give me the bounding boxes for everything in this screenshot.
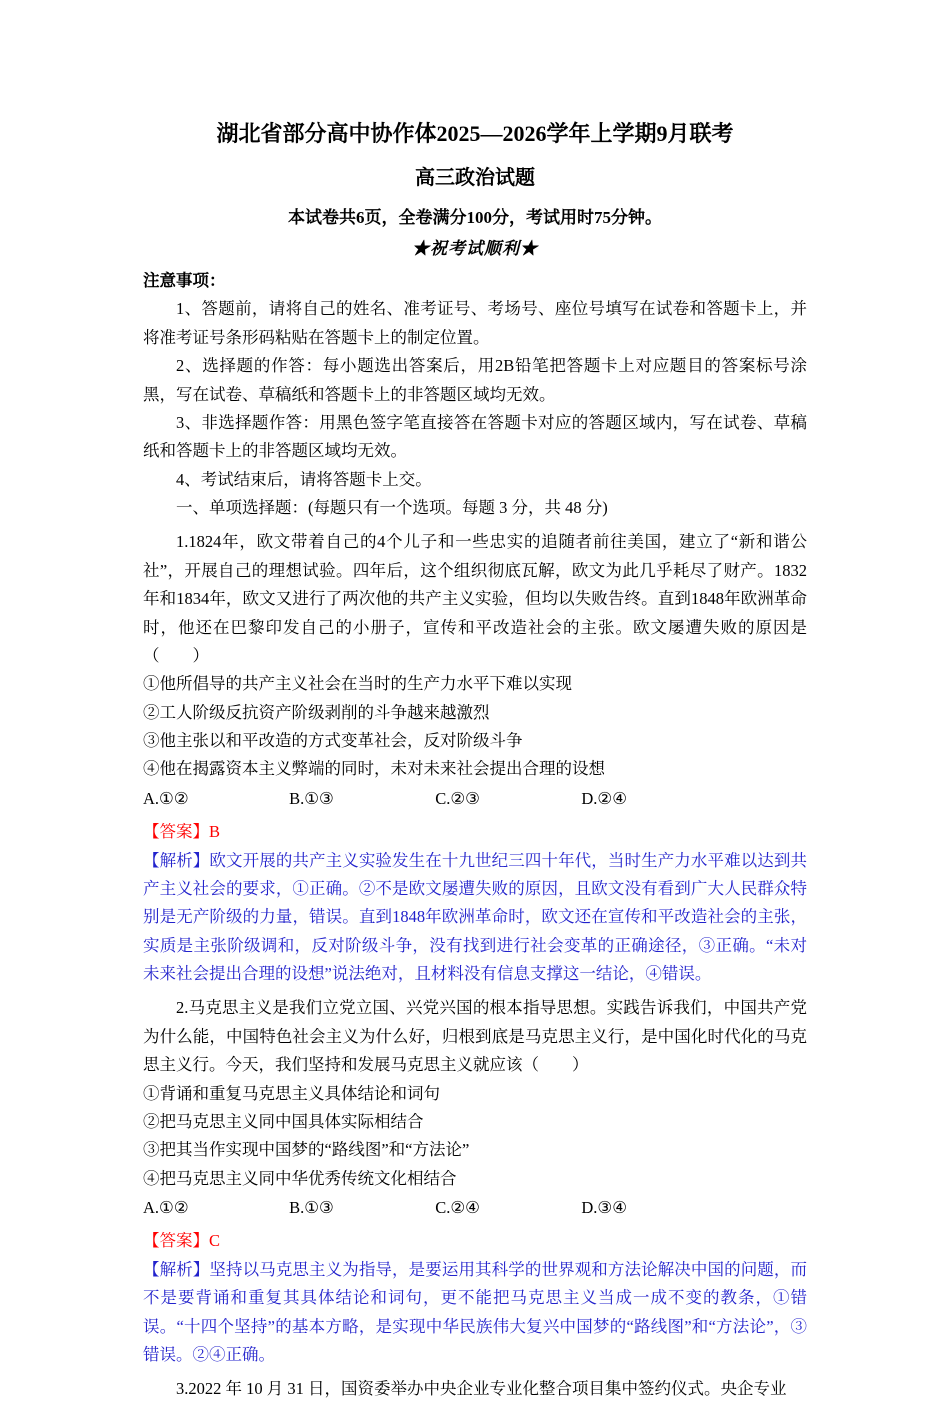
- notice-item-3: 3、非选择题作答：用黑色签字笔直接答在答题卡对应的答题区域内，写在试卷、草稿纸和答题卡上的非答题区域均无效。: [143, 412, 807, 461]
- question-2-option-4: ④把马克思主义同中华优秀传统文化相结合: [143, 1168, 457, 1188]
- question-1-answer-value: B: [209, 822, 221, 842]
- question-1-option-1: ①他所倡导的共产主义社会在当时的生产力水平下难以实现: [143, 674, 572, 694]
- question-2-explanation: 【解析】坚持以马克思主义为指导，是要运用其科学的世界观和方法论解决中国的问题，而不是要背诵和重复其具体结论和词句，更不能把马克思主义当成一成不变的教条，①错误。“十四个坚持”的基本方略，是实现中华民族伟大复兴中国梦的“路线图”和“方法论”，③错误。②④正确。: [143, 1259, 807, 1364]
- notice-item-4: 4、考试结束后，请将答题卡上交。: [176, 469, 432, 489]
- question-1-option-3: ③他主张以和平改造的方式变革社会，反对阶级斗争: [143, 731, 523, 751]
- exam-info-line: 本试卷共6页，全卷满分100分，考试用时75分钟。: [288, 207, 662, 227]
- question-1-choice-b: B.①③: [289, 788, 334, 808]
- question-2-answer-label: 【答案】: [143, 1231, 209, 1251]
- question-2-choice-d: D.③④: [581, 1198, 627, 1218]
- question-2-choice-row: [143, 1194, 807, 1222]
- question-2-choice-a: A.①②: [143, 1198, 189, 1218]
- question-2-choice-c: C.②④: [435, 1198, 480, 1218]
- notice-item-1: 1、答题前，请将自己的姓名、准考证号、考场号、座位号填写在试卷和答题卡上，并将准考证号条形码粘贴在答题卡上的制定位置。: [143, 299, 807, 347]
- question-1-choice-d: D.②④: [581, 788, 627, 808]
- notice-item-2: 2、选择题的作答：每小题选出答案后，用2B铅笔把答题卡上对应题目的答案标号涂黑，写在试卷、草稿纸和答题卡上的非答题区域均无效。: [143, 356, 807, 404]
- question-2-stem: 2.马克思主义是我们立党立国、兴党兴国的根本指导思想。实践告诉我们，中国共产党为什么能，中国特色社会主义为什么好，归根到底是马克思主义行，是中国化时代化的马克思主义行。今天，我们坚持和发展马克思主义就应该（ ）: [143, 998, 807, 1075]
- exam-title: 湖北省部分高中协作体2025—2026学年上学期9月联考: [216, 121, 734, 146]
- exam-wish-line: ★祝考试顺利★: [412, 238, 538, 258]
- section-heading: 一、单项选择题：(每题只有一个选项。每题 3 分，共 48 分): [176, 498, 608, 518]
- exam-subtitle: 高三政治试题: [415, 166, 535, 189]
- question-2: [143, 994, 807, 1369]
- question-2-option-3: ③把其当作实现中国梦的“路线图”和“方法论”: [143, 1140, 470, 1160]
- question-1-answer-label: 【答案】: [143, 822, 209, 842]
- question-1-stem: 1.1824年，欧文带着自己的4个儿子和一些忠实的追随者前往美国，建立了“新和谐公社”，开展自己的理想试验。四年后，这个组织彻底瓦解，欧文为此几乎耗尽了财产。1832年和1834年，欧文又进行了两次他的共产主义实验，但均以失败告终。直到1848年欧洲革命时，他还在巴黎印发自己的小册子，宣传和平改造社会的主张。欧文屡遭失败的原因是（ ）: [143, 532, 807, 665]
- question-1-choice-a: A.①②: [143, 788, 189, 808]
- question-2-choice-b: B.①③: [289, 1198, 334, 1218]
- question-2-answer-value: C: [209, 1231, 221, 1251]
- question-2-option-1: ①背诵和重复马克思主义具体结论和词句: [143, 1083, 440, 1103]
- question-3-stem: 3.2022 年 10 月 31 日，国资委举办中央企业专业化整合项目集中签约仪式。央企专业: [176, 1379, 787, 1399]
- question-1-option-4: ④他在揭露资本主义弊端的同时，未对未来社会提出合理的设想: [143, 759, 605, 779]
- question-1-choice-row: [143, 785, 807, 813]
- question-3: [143, 1375, 807, 1403]
- question-1-answer-line: [143, 818, 807, 846]
- question-1-explanation: 【解析】欧文开展的共产主义实验发生在十九世纪三四十年代，当时生产力水平难以达到共产主义社会的要求，①正确。②不是欧文屡遭失败的原因，且欧文没有看到广大人民群众特别是无产阶级的力量，错误。直到1848年欧洲革命时，欧文还在宣传和平改造社会的主张，实质是主张阶级调和，反对阶级斗争，没有找到进行社会变革的正确途径，③正确。“未对未来社会提出合理的设想”说法绝对，且材料没有信息支撑这一结论，④错误。: [143, 850, 807, 984]
- question-1-option-2: ②工人阶级反抗资产阶级剥削的斗争越来越激烈: [143, 702, 490, 722]
- notice-heading: 注意事项：: [143, 271, 226, 291]
- question-1: [143, 528, 807, 988]
- question-1-choice-c: C.②③: [435, 788, 480, 808]
- question-2-answer-line: [143, 1227, 807, 1255]
- question-2-option-2: ②把马克思主义同中国具体实际相结合: [143, 1111, 424, 1131]
